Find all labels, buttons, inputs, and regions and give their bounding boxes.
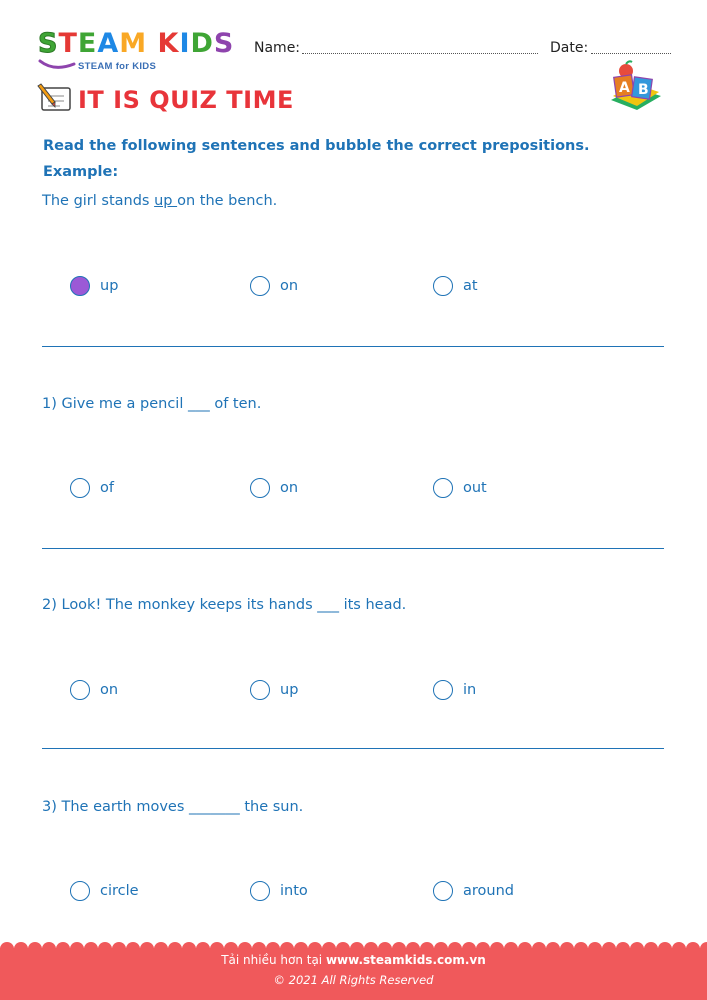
date-label: Date:	[550, 40, 589, 56]
question-2-text: 2) Look! The monkey keeps its hands ___ its head.	[42, 597, 407, 613]
abc-book-icon	[607, 60, 665, 114]
question-3-option-3[interactable]	[433, 881, 514, 901]
option-label: on	[280, 480, 299, 496]
logo-letter: T	[58, 28, 78, 59]
answer-bubble[interactable]	[70, 680, 90, 700]
option-label: circle	[100, 883, 139, 899]
section-divider	[42, 548, 664, 549]
svg-text:A: A	[619, 80, 630, 96]
footer-download-text	[0, 953, 707, 967]
footer-copyright: © 2021 All Rights Reserved	[273, 973, 434, 987]
option-label: up	[100, 278, 119, 294]
date-field[interactable]	[591, 53, 671, 54]
option-label: out	[463, 480, 487, 496]
name-field[interactable]	[302, 53, 538, 54]
answer-bubble-filled[interactable]	[70, 276, 90, 296]
answer-bubble[interactable]	[433, 478, 453, 498]
logo-letter: S	[213, 28, 235, 59]
question-1-text: 1) Give me a pencil ___ of ten.	[42, 396, 262, 412]
question-3-option-2[interactable]	[250, 881, 308, 901]
svg-text:B: B	[638, 82, 649, 98]
option-label: around	[463, 883, 514, 899]
logo-letter: I	[179, 28, 191, 59]
answer-bubble[interactable]	[433, 276, 453, 296]
example-answer: up	[154, 193, 178, 209]
logo-letter: S	[38, 28, 59, 59]
footer-prefix: Tải nhiều hơn tại	[221, 953, 326, 967]
question-3-option-1[interactable]	[70, 881, 139, 901]
question-1-option-2[interactable]	[250, 478, 298, 498]
logo-letter: A	[97, 28, 120, 59]
answer-bubble[interactable]	[250, 881, 270, 901]
example-option-on[interactable]	[250, 276, 298, 296]
option-label: on	[100, 682, 119, 698]
example-sentence-start: The girl stands	[42, 193, 155, 209]
section-divider	[42, 346, 664, 347]
instruction-text: Read the following sentences and bubble the correct prepositions.	[43, 138, 590, 154]
logo-letter: M	[119, 28, 148, 59]
question-2-option-3[interactable]	[433, 680, 476, 700]
option-label: up	[280, 682, 299, 698]
logo-letter	[147, 28, 157, 59]
answer-bubble[interactable]	[433, 881, 453, 901]
question-1-option-3[interactable]	[433, 478, 487, 498]
answer-bubble[interactable]	[250, 680, 270, 700]
option-label: in	[463, 682, 477, 698]
answer-bubble[interactable]	[250, 478, 270, 498]
logo-tagline: STEAM for KIDS	[78, 61, 157, 72]
logo-letter: K	[157, 28, 180, 59]
question-3-text: 3) The earth moves _______ the sun.	[42, 799, 304, 815]
logo-letter: D	[190, 28, 214, 59]
footer-site-link[interactable]: www.steamkids.com.vn	[325, 953, 486, 967]
option-label: of	[100, 480, 114, 496]
option-label: into	[280, 883, 308, 899]
question-2-option-2[interactable]	[250, 680, 298, 700]
section-divider	[42, 748, 664, 749]
logo-swoosh-icon	[38, 58, 78, 72]
answer-bubble[interactable]	[433, 680, 453, 700]
logo-letter: E	[77, 28, 98, 59]
answer-bubble[interactable]	[70, 881, 90, 901]
option-label: on	[280, 278, 299, 294]
example-label: Example:	[43, 164, 119, 180]
example-sentence-end: on the bench.	[177, 193, 278, 209]
page-title: IT IS QUIZ TIME	[78, 86, 294, 114]
name-label: Name:	[254, 40, 301, 56]
question-2-option-1[interactable]	[70, 680, 118, 700]
option-label: at	[463, 278, 478, 294]
example-option-at[interactable]	[433, 276, 478, 296]
example-sentence	[42, 193, 277, 209]
answer-bubble[interactable]	[250, 276, 270, 296]
steam-kids-logo	[38, 28, 235, 72]
example-option-up[interactable]	[70, 276, 118, 296]
answer-bubble[interactable]	[70, 478, 90, 498]
pencil-paper-icon	[36, 82, 74, 114]
question-1-option-1[interactable]	[70, 478, 114, 498]
logo-wordmark	[38, 30, 234, 58]
